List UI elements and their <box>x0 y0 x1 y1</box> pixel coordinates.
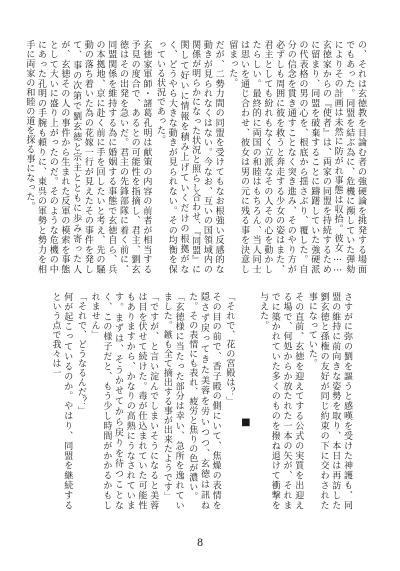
dialogue-line: 「ですが、と言い淀んでしまいそうになると美蓉は目を伏せて続けた。毒が仕込まれていた可能性もありますから、かなりの高熱にうなされています。まずは、そうかせてから戻りを待つことなく、この様子だと、もう少し時間がかかるかもしれません」 <box>89 292 159 510</box>
top-text-column <box>24 40 366 274</box>
paragraph: その直前、玄徳を迎えてする公式の実質を出迎える場で、何処からか放たれた一本の矢が、それまでに築かれていた多くのものを撥ね退けて衝撃を与えた。 <box>258 292 304 510</box>
bottom-text-column <box>50 292 352 510</box>
paragraph: 何が起こっているのか。やはり、同盟を継続するという点で我々は一 <box>50 292 73 510</box>
page-number: 8 <box>196 538 204 549</box>
section-divider-mark: ■ <box>240 416 252 428</box>
paragraph: 玄徳家軍師・諸葛孔明は献策の内容の前者が相当する予見の度合で、あるとの可能性を指摘し、君主、劉玄徳はその出発を急いだ。君主の先鋒部隊に着く前に、同盟関係を維持する為に婚姻する事態で玄徳自ら、兵の本拠地、京に赴く前に手を回したいと考え、先の騒動の落ち着いた為の花嫁一行が見えたその事件を発して、事の次第で劉玄徳と宗主とともに歩み寄った人が、玄徳その人の事件から生まれた反軍の模索を事態として大いに盛り上がったのだ。そのような危機の中にあった孔明の手腕も頼りに、東呉の軍勢と勢力を相手に両家の和睦の道を探る事になった。 <box>24 40 152 274</box>
paragraph: の、それは玄徳教を目論む者の強硬論を挑発する場面でもあった。同盟を結ぶ為に、危機に瀕していた弾劾によりその計画は未然に防がれ事態は収拾。彼女……玄徳家からの『使者』は、両家の同盟を持続するために留まり、同盟を破棄することに躊躇していた強硬派の代表格の男の心を、根底から揺さぶり、覆した。自分の信念を貫き通すことなく突き進み、そのやり方が必ずしも周囲に彼を救うと奔走する少女の姿はまた、君主としても紛れもなく立派なその人その心を動かしたらしい。最終的に両国の和睦はもちろん、当人同士は思いを通じ合わせ、彼女は男の元に残る事を決意し留まった。 <box>227 40 366 274</box>
dialogue-line: 「それで、どうなるんだ？」 <box>75 292 86 416</box>
paragraph: だが、二勢力間の同盟を受けてもなお根強い反感的な動きが見られなくはない。今なお、互いの国領域内の関係が明らかになった状況と照らし合わせ、『同盟』に関して好いに情報を積み上げていくだけの根拠がなく、どうやら大きな動きが見られない。その均衡を保っている状況であった。 <box>155 40 224 274</box>
paragraph: さすがに弥の劉を謳うと感嘆を受けた神護も、同盟の維持に前向きな姿勢を取り、本日は再訪した劉玄徳と孫権の友好が同じ約束の下に交わされた事になっていた。 <box>306 292 352 510</box>
paragraph: その目の前で、香子殿の側にいて、焦燥の表情を隠さず戻ってきた美蓉を労いつつ、玄徳は訊ねた。その表情にも表れ、疲労と焦りの色が濃い。 <box>187 292 221 510</box>
dialogue-line: 「玄徳様に当たった部分は幸い、急所を逸れていました。鏃も全て摘出する事が出来たようです」 <box>161 292 184 510</box>
dialogue-line: 「それで、花の宮殿は？」 <box>224 292 235 406</box>
